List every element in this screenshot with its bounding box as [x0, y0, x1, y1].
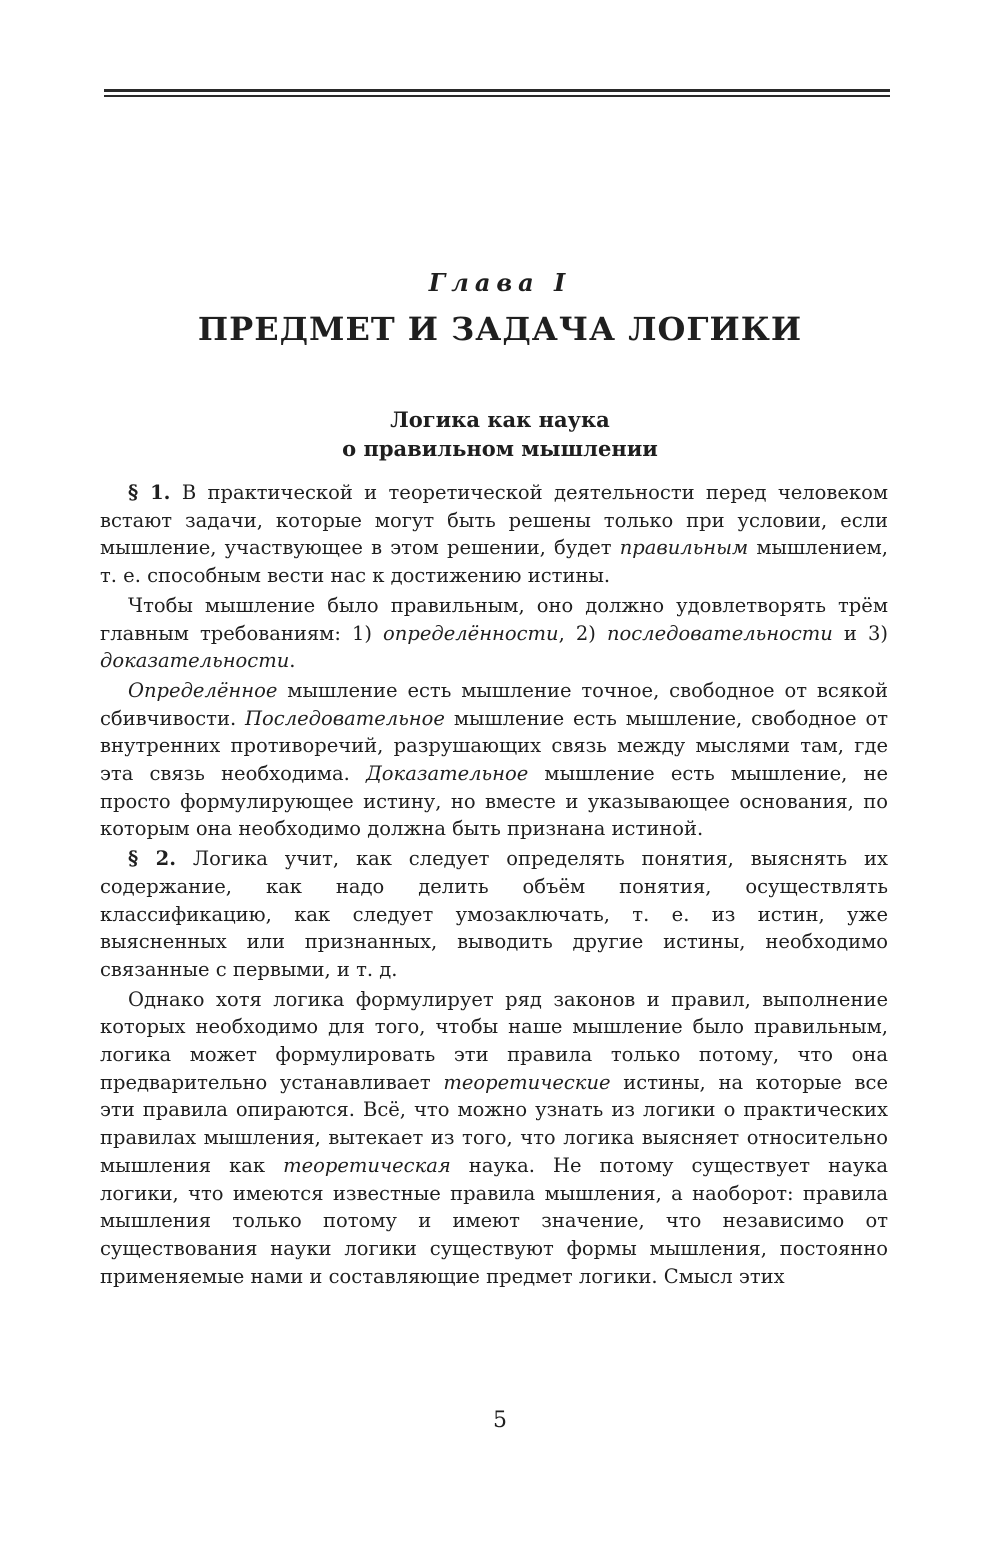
paragraph-2-text-3: и 3) — [832, 621, 888, 645]
paragraph-1 — [100, 479, 888, 590]
section-heading-line-2: о правильном мышлении — [342, 436, 658, 461]
body-text — [100, 479, 888, 1292]
paragraph-5-emphasis-2: теоретическая — [283, 1153, 451, 1177]
paragraph-2-emphasis-2: последовательности — [606, 621, 833, 645]
page-number: 5 — [493, 1408, 507, 1433]
paragraph-1-emphasis-1: правильным — [619, 536, 749, 560]
paragraph-2-text-2: , 2) — [558, 621, 607, 645]
paragraph-3 — [100, 677, 888, 843]
section-mark-1: § 1. — [128, 481, 171, 504]
paragraph-2-text-4: . — [289, 649, 296, 673]
paragraph-5-emphasis-1: теоретические — [443, 1070, 611, 1094]
chapter-label: Глава I — [428, 268, 572, 297]
header-rule-thick — [104, 89, 890, 92]
paragraph-2-text-1: Чтобы мышление было правильным, оно должно удовлетворять трём главным требованиям: 1) — [100, 593, 888, 645]
section-heading-line-1: Логика как наука — [390, 407, 610, 432]
paragraph-5 — [100, 986, 888, 1291]
paragraph-4 — [100, 845, 888, 984]
header-rule — [104, 89, 890, 97]
paragraph-3-text-3: мышление есть мышление, не просто формулирующее истину, но вместе и указывающее основания, по которым она необходимо должна быть признана истиной. — [100, 762, 888, 841]
paragraph-5-text-3: наука. Не потому существует наука логики, что имеются известные правила мышления, а наоборот: правила мышления только потому и имеют значение, что независимо от существования науки логики существуют формы мышления, постоянно применяемые нами и составляющие предмет логики. Смысл этих — [100, 1153, 889, 1288]
header-rule-thin — [104, 95, 890, 97]
paragraph-1-text-1: В практической и теоретической деятельности перед человеком встают задачи, которые могут быть решены только при условии, если мышление, участвующее в этом решении, будет — [100, 481, 888, 560]
paragraph-3-text-1: мышление есть мышление точное, свободное от всякой сбивчивости. — [100, 678, 888, 730]
paragraph-3-emphasis-1: Определённое — [128, 678, 278, 702]
paragraph-2 — [100, 592, 888, 675]
paragraph-3-emphasis-3: Доказательное — [365, 762, 529, 786]
section-heading — [0, 405, 1000, 463]
paragraph-3-text-2: мышление есть мышление, свободное от внутренних противоречий, разрушающих связь между мыслями там, где эта связь необходима. — [100, 706, 888, 786]
paragraph-2-emphasis-3: доказательности — [100, 649, 290, 673]
paragraph-2-emphasis-1: определённости — [383, 621, 559, 645]
paragraph-1-text-2: мышлением, т. е. способным вести нас к достижению истины. — [100, 536, 889, 588]
paragraph-4-text-1: Логика учит, как следует определять понятия, выяснять их содержание, как надо делить объём понятия, осуществлять классификацию, как следует умозаключать, т. е. из истин, уже выясненных или признанных, выводить другие истины, необходимо связанные с первыми, и т. д. — [100, 847, 888, 981]
section-mark-2: § 2. — [128, 847, 176, 871]
chapter-title: ПРЕДМЕТ И ЗАДАЧА ЛОГИКИ — [197, 310, 803, 348]
paragraph-5-text-2: истины, на которые все эти правила опираются. Всё, что можно узнать из логики о практических правилах мышления, вытекает из того, что логика выясняет относительно мышления как — [100, 1070, 888, 1177]
paragraph-5-text-1: Однако хотя логика формулирует ряд законов и правил, выполнение которых необходимо для того, чтобы наше мышление было правильным, логика может формулировать эти правила только потому, что она предварительно устанавливает — [100, 987, 888, 1094]
paragraph-3-emphasis-2: Последовательное — [245, 706, 445, 730]
